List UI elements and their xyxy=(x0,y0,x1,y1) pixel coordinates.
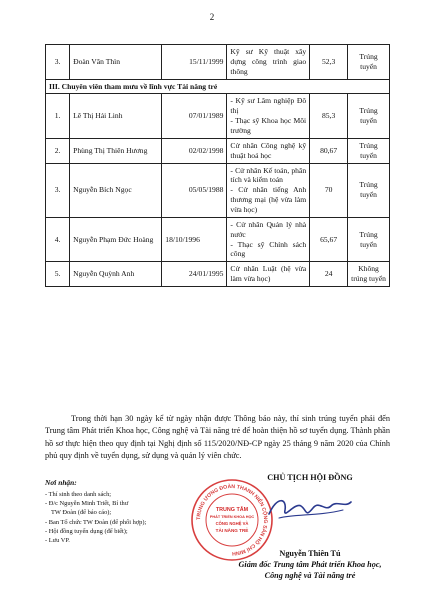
notice-paragraph: Trong thời hạn 30 ngày kể từ ngày nhận được Thông báo này, thí sinh trúng tuyển phải đến Trung tâm Phát triển Khoa học, Công nghệ và Tài năng trẻ để hoàn thiện hồ sơ tuyển dụng. Thành phần hồ sơ thực hiện theo quy định tại Nghị định số 115/2020/NĐ-CP ngày 25 tháng 9 năm 2020 của Chính phủ quy định về tuyển dụng, sử dụng và quản lý viên chức. xyxy=(45,414,390,461)
score-cell: 70 xyxy=(310,163,348,217)
signer-position: Công nghệ và Tài năng trẻ xyxy=(264,571,356,581)
qualification-line: - Cử nhân Quản lý nhà nước xyxy=(230,219,307,239)
stt-cell: 3. xyxy=(46,163,70,217)
stamp-center-line: PHÁT TRIỂN KHOA HỌC xyxy=(209,515,255,519)
name-cell: Nguyễn Quỳnh Anh xyxy=(70,262,162,287)
section-heading: III. Chuyên viên tham mưu về lĩnh vực Tài năng trẻ xyxy=(46,79,390,94)
stamp-center-line: TRUNG TÂM xyxy=(215,507,249,513)
name-cell: Lê Thị Hải Linh xyxy=(70,94,162,138)
qualification-line: - Kỹ sư Lâm nghiệp Đô thị xyxy=(230,96,307,116)
date-cell: 15/11/1999 xyxy=(162,45,227,80)
stamp-center-line: CÔNG NGHỆ VÀ xyxy=(215,521,249,526)
stamp-ring-text: TRUNG ƯƠNG ĐOÀN THANH NIÊN CỘNG SẢN HỒ CHÍ MINH xyxy=(195,483,269,557)
date-cell: 24/01/1995 xyxy=(162,262,227,287)
date-cell: 18/10/1996 xyxy=(162,217,227,261)
qualification-cell xyxy=(227,163,310,217)
qualification-cell xyxy=(227,94,310,138)
recipient-item: - Thí sinh theo danh sách; xyxy=(45,490,112,498)
name-cell: Phùng Thị Thiên Hương xyxy=(70,138,162,163)
qualification-cell xyxy=(227,45,310,80)
stt-cell: 2. xyxy=(46,138,70,163)
qualification-line: Kỹ sư Kỹ thuật xây dựng công trình giao thông xyxy=(230,47,307,76)
score-cell: 80,67 xyxy=(310,138,348,163)
qualification-cell xyxy=(227,262,310,287)
qualification-line: - Thạc sỹ Khoa học Môi trường xyxy=(230,116,307,136)
candidates-table xyxy=(45,44,390,287)
recipients-block xyxy=(45,478,205,545)
result-cell: Trúng tuyển xyxy=(348,45,390,80)
score-cell: 24 xyxy=(310,262,348,287)
recipient-item: - Ban Tổ chức TW Đoàn (để phối hợp); xyxy=(45,518,147,526)
recipient-item: TW Đoàn (để báo cáo); xyxy=(51,509,112,517)
result-cell: Trúng tuyển xyxy=(348,138,390,163)
qualification-line: - Cử nhân tiếng Anh thương mại (hệ vừa làm vừa học) xyxy=(230,185,307,215)
table-row xyxy=(46,94,390,138)
date-cell: 02/02/1998 xyxy=(162,138,227,163)
result-cell: Trúng tuyển xyxy=(348,217,390,261)
section-row xyxy=(46,79,390,94)
signature-block xyxy=(225,470,395,581)
name-cell: Nguyễn Phạm Đức Hoàng xyxy=(70,217,162,261)
date-cell: 07/01/1989 xyxy=(162,94,227,138)
score-cell: 65,67 xyxy=(310,217,348,261)
stt-cell: 3. xyxy=(46,45,70,80)
table-row xyxy=(46,45,390,80)
recipients-title: Nơi nhận: xyxy=(45,478,77,487)
table-row xyxy=(46,138,390,163)
table-row xyxy=(46,163,390,217)
stt-cell: 4. xyxy=(46,217,70,261)
date-cell: 05/05/1988 xyxy=(162,163,227,217)
score-cell: 52,3 xyxy=(310,45,348,80)
score-cell: 85,3 xyxy=(310,94,348,138)
table-row xyxy=(46,262,390,287)
table-row xyxy=(46,217,390,261)
result-cell: Trúng tuyển xyxy=(348,94,390,138)
qualification-cell xyxy=(227,217,310,261)
stt-cell: 1. xyxy=(46,94,70,138)
result-cell: Không trúng tuyển xyxy=(348,262,390,287)
stamp-center-line: TÀI NĂNG TRẺ xyxy=(215,528,249,533)
name-cell: Đoàn Văn Thìn xyxy=(70,45,162,80)
qualification-line: Cử nhân Công nghệ kỹ thuật hoá học xyxy=(230,140,307,160)
qualification-line: - Thạc sỹ Chính sách công xyxy=(230,239,307,259)
recipient-item: - Đ/c Nguyễn Minh Triết, Bí thư xyxy=(45,500,129,508)
page-number: 2 xyxy=(209,12,215,22)
name-cell: Nguyễn Bích Ngọc xyxy=(70,163,162,217)
qualification-line: Cử nhân Luật (hệ vừa làm vừa học) xyxy=(230,264,307,284)
signer-role: CHỦ TỊCH HỘI ĐỒNG xyxy=(267,473,353,482)
qualification-cell xyxy=(227,138,310,163)
signer-position: Giám đốc Trung tâm Phát triển Khoa học, xyxy=(238,560,382,570)
recipient-item: - Lưu VP. xyxy=(45,537,70,545)
qualification-line: - Cử nhân Kế toán, phân tích và kiểm toán xyxy=(230,165,307,185)
signer-name: Nguyễn Thiên Tú xyxy=(279,549,341,559)
result-cell: Trúng tuyển xyxy=(348,163,390,217)
recipient-item: - Hội đồng tuyển dụng (để biết); xyxy=(45,527,128,535)
stt-cell: 5. xyxy=(46,262,70,287)
